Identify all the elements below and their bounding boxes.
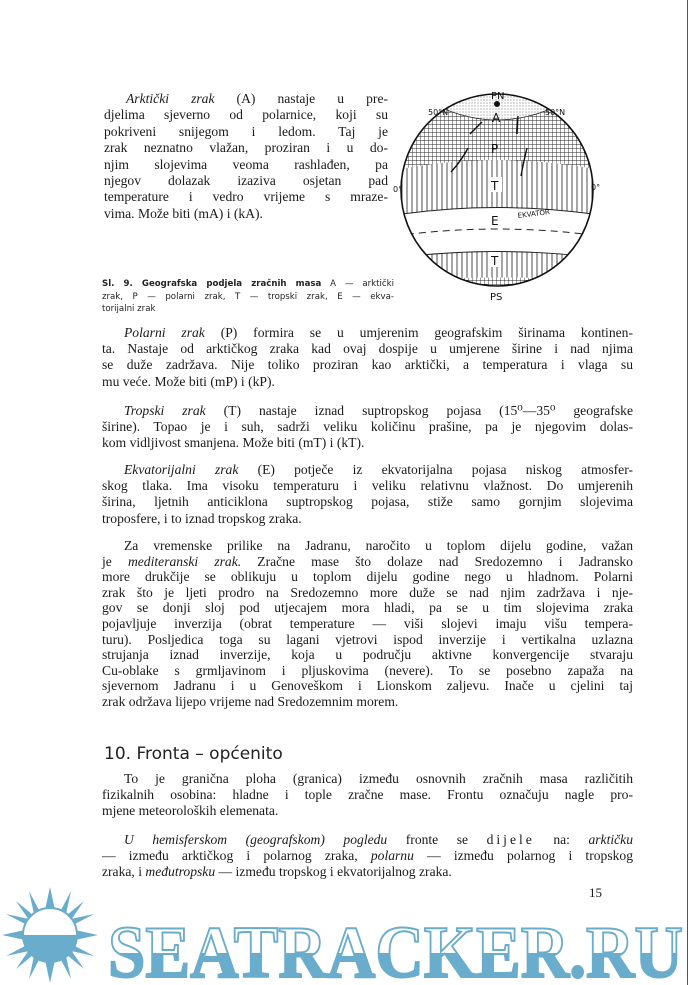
text-segment: fronte se [387,832,487,847]
text-segment: njegov dolazak izaziva osjetan pad [104,172,388,188]
text-line [102,694,633,710]
text-segment: — između polarnog i tropskog [413,848,633,864]
text-segment: širine). Topao je i suh, sadrži veliku količinu prašine, pa je njegovim dolas- [102,419,633,435]
text-line [102,632,633,648]
text-segment: — između arktičkog i polarnog zraka, [102,848,371,864]
emphasized-term: mediteranski zrak. [127,553,242,569]
label-tropical-south: T [491,254,499,268]
label-zero-left: 0° [393,185,403,194]
text-line [102,494,633,510]
text-line [104,189,388,205]
text-line [102,585,633,601]
figure-caption [102,278,394,316]
text-line [102,554,633,570]
text-line [102,538,633,554]
label-polar: P [491,142,499,156]
text-segment: To je granična ploha (granica) između osnovnih zračnih masa različitih [124,771,633,786]
text-segment: se duže zadržava. Nije toliko proziran kao arktički, a temperatura i vlaga su [102,357,633,373]
emphasized-term: polarnu [370,848,414,864]
text-line [102,419,633,435]
label-lat-left: 50°N [428,108,449,117]
label-pole-south: PS [490,292,503,303]
text-segment: temperature i vedro vrijeme s mraze- [104,189,388,205]
text-segment: — između tropskog i ekvatorijalnog zraka. [215,864,452,880]
watermark-text: SEATRACKER.RU [108,912,683,985]
text-segment: zrak održava lijepo vrijeme nad Sredozemnim morem. [102,693,399,709]
air-masses-globe-figure [380,70,620,305]
paragraph-equatorial-air [102,462,633,527]
text-line [102,374,633,390]
text-segment: na: [534,832,589,847]
text-segment: kom vidljivost smanjena. Može biti (mT) i (kT). [102,435,365,451]
text-segment: zrak neznatno vlažan, proziran i u do- [104,140,388,156]
text-line [102,357,633,373]
section-heading: 10. Fronta – općenito [104,744,283,764]
text-segment: gov se donji sloj pod utjecajem mora hladi, pa se u tim slojevima zraka [102,600,633,616]
text-segment: mu veće. Može biti (mP) i (kP). [102,373,275,389]
page-edge-line [687,0,688,985]
text-line [104,91,388,107]
text-segment: (P) formira se u umjerenim geografskim širinama kontinen- [204,325,633,340]
text-segment: sjevernom Jadranu i u Genoveškom i Lionskom zaljevu. Inače u cjelini taj [102,678,633,694]
text-segment: strujanja iznad inverzije, koja u području aktivne konvergencije stvaraju [102,647,633,663]
text-line [102,569,633,585]
emphasized-term: međutropsku [145,864,216,880]
text-segment: zraka, i [102,864,146,880]
text-segment: zrak što je ljeti prodro na Sredozemno more duže se nad njim zadržava i nje- [102,584,633,600]
caption-text: torijalni zrak [102,304,156,315]
text-segment: dijele [486,832,535,847]
label-pole-north: PN [491,91,505,102]
text-line [102,462,633,478]
text-segment: more drukčije se oblikuju u toplom dijelu godine nego u hladnom. Polarni [102,569,633,585]
text-line [104,206,388,222]
caption-line [102,291,394,304]
paragraph-front-definition [102,771,633,820]
watermark-logo [0,885,693,985]
text-line [102,647,633,663]
emphasized-term: Polarni zrak [124,325,205,340]
text-line [104,124,388,140]
text-line [102,832,633,848]
paragraph-polar-air [102,325,633,390]
paragraph-arctic-air [104,91,388,222]
text-line [104,173,388,189]
paragraph-front-types [102,832,633,881]
text-line [104,157,388,173]
text-line [102,616,633,632]
paragraph-tropical-air [102,403,633,452]
text-segment: je [102,553,128,569]
text-segment: vima. Može biti (mA) i (kA). [104,205,263,221]
text-segment: pokriveni snijegom i ledom. Taj je [104,123,388,139]
label-tropical-north: T [491,179,499,193]
emphasized-term: Tropski zrak [124,403,206,418]
text-segment: širina, ljetnih anticiklona suptropskog pojasa, stiže samo gornjim slojevima [102,494,633,510]
paragraph-mediterranean-air [102,538,633,710]
text-segment: Za vremenske prilike na Jadranu, naročito u toplom dijelu godine, važan [124,538,633,553]
caption-text: A — arktički [321,279,394,289]
text-segment: fizikalnih osobina: hladne i tople zračne mase. Frontu označuju nagle pro- [102,787,633,803]
text-segment: (T) nastaje iznad suptropskog pojasa (15⁰—35⁰ geografske [205,403,633,418]
text-line [102,678,633,694]
text-segment: pojavljuje inverzija (obrat temperature — viši slojevi imaju višu tempera- [102,615,633,631]
label-equator: EKVATOR [517,208,551,220]
text-segment: (A) nastaje u pre- [214,91,388,106]
text-line [102,848,633,864]
text-segment: Cu-oblake s grmljavinom i pljuskovima (nevere). To se posebno zapaža na [102,662,633,678]
text-line [102,511,633,527]
text-line [102,403,633,419]
page-number: 15 [589,885,602,900]
label-zero-right: 0° [591,183,601,192]
sun-icon [2,887,98,983]
text-segment: turu). Posljedica toga su lagani vjetrovi ispod inverzije i vertikalna uzlazna [102,631,633,647]
text-line [102,435,633,451]
emphasized-term: U hemisferskom (geografskom) pogledu [124,832,388,847]
text-segment: ta. Nastaje od arktičkog zraka kad ovaj dospije u umjerene širine i nad njima [102,341,633,357]
text-line [102,600,633,616]
caption-line [102,303,394,316]
text-line [102,864,633,880]
text-line [102,478,633,494]
text-line [102,325,633,341]
text-segment: djelima sjeverno od polarnice, koji su [104,107,388,123]
text-segment: njim slojevima veoma rashlađen, pa [104,156,388,172]
text-segment: troposfere, i to iznad tropskog zraka. [102,510,302,526]
text-line [102,771,633,787]
text-line [102,803,633,819]
text-line [104,107,388,123]
text-line [102,787,633,803]
text-line [104,140,388,156]
text-segment: skog tlaka. Ima visoku temperaturu i veliku relativnu vlažnost. Do umjerenih [102,478,633,494]
caption-line [102,278,394,291]
caption-title: Sl. 9. Geografska podjela zračnih masa [102,279,322,289]
text-segment: mjene meteoroloških elemenata. [102,803,279,819]
emphasized-term: arktičku [588,832,634,847]
emphasized-term: Arktički zrak [126,91,215,106]
text-line [102,341,633,357]
emphasized-term: Ekvatorijalni zrak [124,462,239,477]
text-line [102,663,633,679]
label-equatorial: E [491,214,499,228]
caption-text: zrak, P — polarni zrak, T — tropski zrak, E — ekva- [102,291,394,302]
text-segment: (E) potječe iz ekvatorijalna pojasa niskog atmosfer- [238,462,633,477]
label-arctic: A [492,111,501,125]
text-segment: Zračne mase što dolaze nad Sredozemno i Jadransko [241,553,633,569]
label-lat-right: 50°N [545,108,566,117]
